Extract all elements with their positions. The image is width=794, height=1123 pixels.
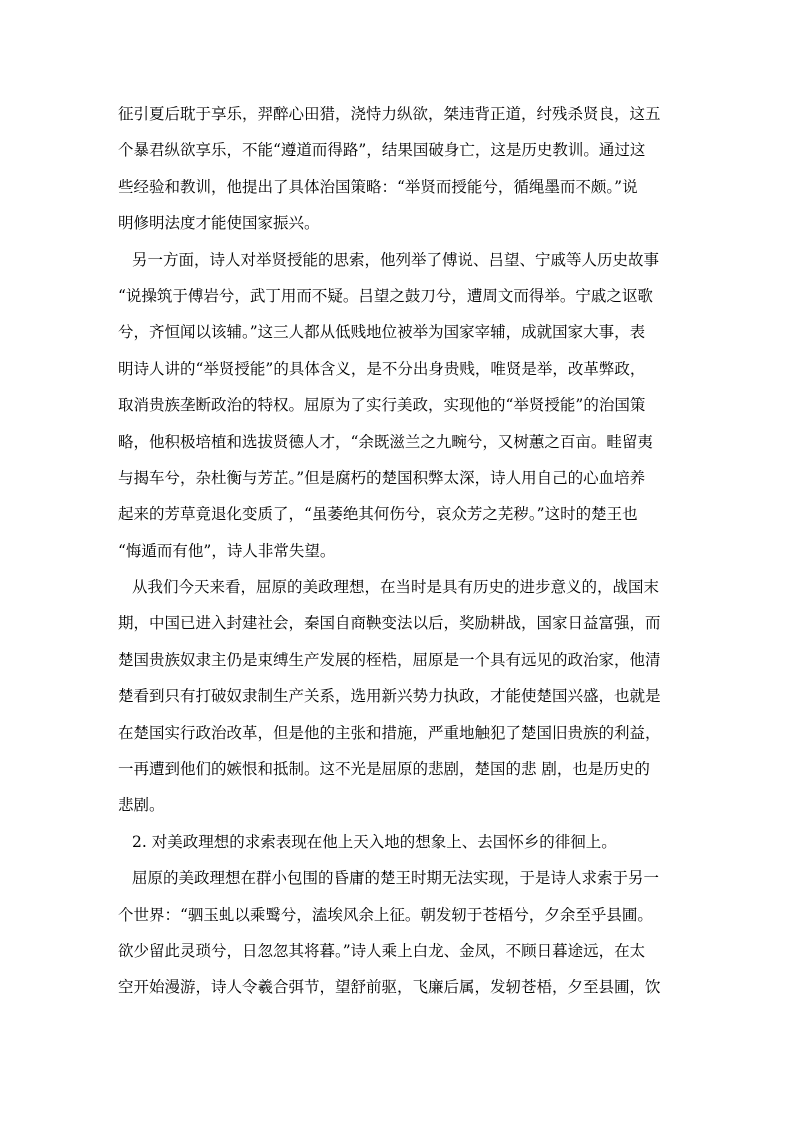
text-line: 征引夏后耽于享乐，羿醉心田猎，浇恃力纵欲，桀违背正道，纣残杀贤良，这五 — [118, 105, 661, 123]
text-line: 起来的芳草竟退化变质了，“虽萎绝其何伤兮，哀众芳之芜秽。”这时的楚王也 — [118, 505, 638, 524]
paragraph-first-line: 屈原的美政理想在群小包围的昏庸的楚王时期无法实现，于是诗人求索于另一 — [132, 869, 660, 888]
text-line: “悔遁而有他”，诗人非常失望。 — [118, 541, 336, 560]
text-line: 在楚国实行政治改革，但是他的主张和措施，严重地触犯了楚国旧贵族的利益， — [118, 723, 661, 742]
section-heading: 2. 对美政理想的求索表现在他上天入地的想象上、去国怀乡的徘徊上。 — [132, 832, 617, 851]
paragraph-first-line: 另一方面，诗人对举贤授能的思索，他列举了傅说、吕望、宁戚等人历史故事 — [132, 250, 660, 269]
text-line: 略，他积极培植和选拔贤德人才，“余既滋兰之九畹兮，又树蕙之百亩。畦留夷 — [118, 432, 653, 451]
text-line: 空开始漫游，诗人令羲合弭节，望舒前驱，飞廉后属，发轫苍梧，夕至县圃，饮 — [118, 978, 661, 997]
text-line: 期，中国已进入封建社会，秦国自商鞅变法以后，奖励耕战，国家日益富强，而 — [118, 614, 661, 633]
text-line: 取消贵族垄断政治的特权。屈原为了实行美政，实现他的“举贤授能”的治国策 — [118, 396, 646, 415]
text-line: “说操筑于傅岩兮，武丁用而不疑。吕望之鼓刀兮，遭周文而得举。宁戚之讴歌 — [118, 286, 653, 305]
text-line: 一再遭到他们的嫉恨和抵制。这不光是屈原的悲剧，楚国的悲 剧，也是历史的 — [118, 760, 650, 779]
text-line: 楚看到只有打破奴隶制生产关系，选用新兴势力执政，才能使楚国兴盛，也就是 — [118, 687, 661, 706]
text-line: 明诗人讲的“举贤授能”的具体含义，是不分出身贵贱，唯贤是举，改革弊政， — [118, 359, 646, 378]
text-line: 些经验和教训，他提出了具体治国策略：“举贤而授能兮，循绳墨而不颇。”说 — [118, 177, 638, 196]
text-line: 个世界：“驷玉虬以乘鹥兮，溘埃风余上征。朝发轫于苍梧兮，夕余至乎县圃。 — [118, 905, 653, 924]
paragraph-first-line: 从我们今天来看，屈原的美政理想，在当时是具有历史的进步意义的，战国末 — [132, 578, 660, 597]
text-line: 明修明法度才能使国家振兴。 — [118, 214, 320, 233]
text-line: 兮，齐恒闻以该辅。”这三人都从低贱地位被举为国家宰辅，成就国家大事，表 — [118, 323, 646, 342]
text-line: 欲少留此灵琐兮，日忽忽其将暮。”诗人乘上白龙、金凤，不顾日暮途远，在太 — [118, 941, 646, 960]
text-line: 与揭车兮，杂杜衡与芳芷。”但是腐朽的楚国积弊太深，诗人用自己的心血培养 — [118, 468, 646, 487]
text-line: 个暴君纵欲享乐，不能“遵道而得路”，结果国破身亡，这是历史教训。通过这 — [118, 141, 646, 160]
document-body — [118, 96, 678, 1006]
text-line: 楚国贵族奴隶主仍是束缚生产发展的桎梏，屈原是一个具有远见的政治家，他清 — [118, 650, 661, 669]
text-line: 悲剧。 — [118, 796, 165, 815]
